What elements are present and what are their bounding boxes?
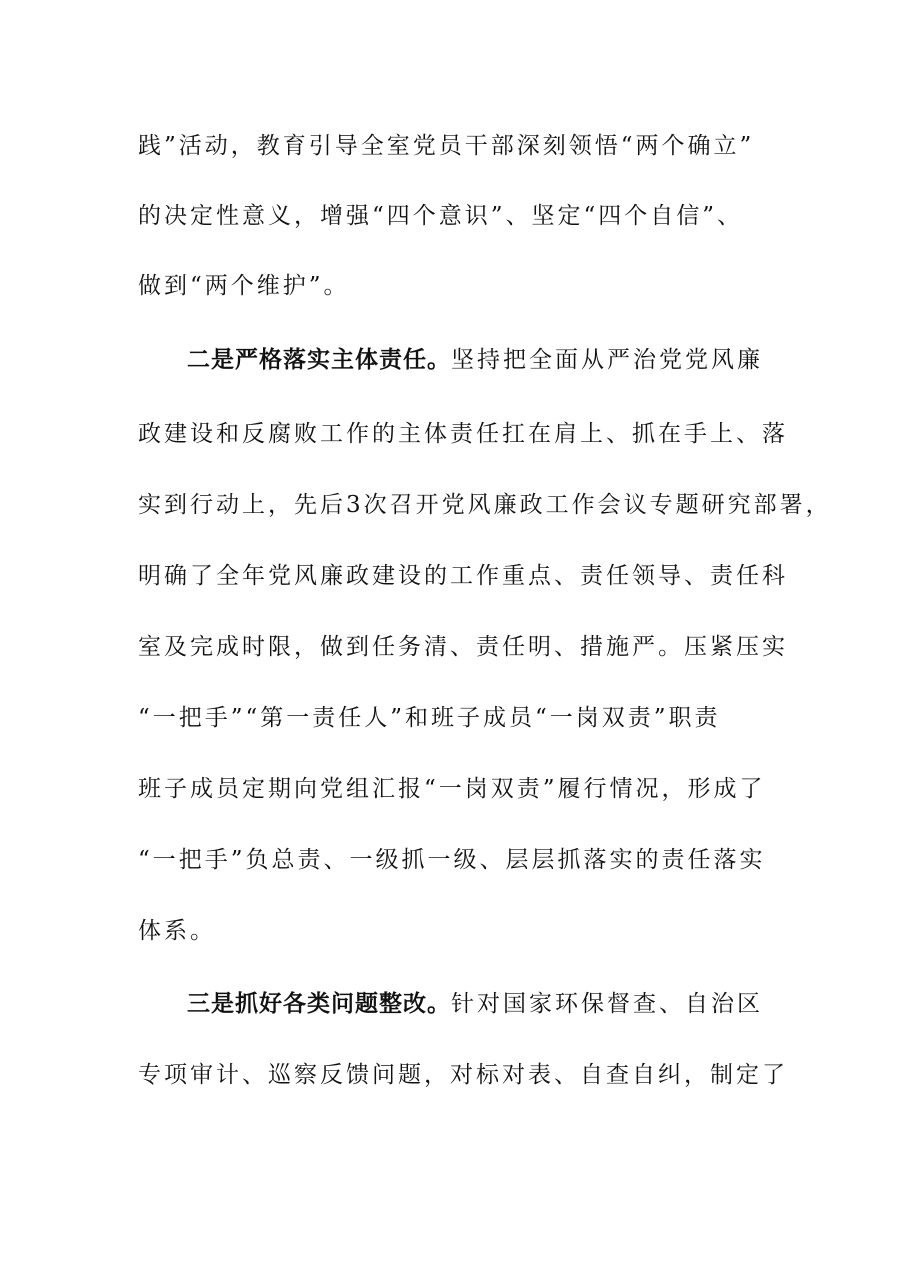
paragraph-line: 的决定性意义，增强“四个意识”、坚定“四个自信”、: [138, 203, 744, 229]
paragraph-line-rest: 坚持把全面从严治党党风廉: [451, 347, 763, 373]
paragraph-line-rest: 针对国家环保督查、自治区: [451, 991, 763, 1017]
paragraph-line: 做到“两个维护”。: [138, 273, 350, 299]
paragraph-line: 班子成员定期向党组汇报“一岗双责”履行情况，形成了: [138, 776, 766, 802]
paragraph-first-line: [187, 340, 787, 380]
paragraph-lead-heading: 二是严格落实主体责任。: [187, 347, 451, 373]
paragraph-line: 专项审计、巡察反馈问题，对标对表、自查自纠，制定了: [138, 1062, 788, 1088]
paragraph-line: 实到行动上，先后3次召开党风廉政工作会议专题研究部署，: [138, 492, 832, 518]
paragraph-line: 室及完成时限，做到任务清、责任明、措施严。压紧压实: [138, 634, 788, 660]
paragraph-line: 体系。: [138, 918, 216, 944]
paragraph-line: “一把手”负总责、一级抓一级、层层抓落实的责任落实: [138, 847, 766, 873]
paragraph-line: 明确了全年党风廉政建设的工作重点、责任领导、责任科: [138, 563, 788, 589]
paragraph-lead-heading: 三是抓好各类问题整改。: [187, 991, 451, 1017]
paragraph-line: 政建设和反腐败工作的主体责任扛在肩上、抓在手上、落: [138, 421, 788, 447]
paragraph-line: “一把手”“第一责任人”和班子成员“一岗双责”职责: [138, 705, 721, 731]
paragraph-line: 践”活动，教育引导全室党员干部深刻领悟“两个确立”: [138, 133, 755, 159]
paragraph-first-line: [187, 984, 787, 1024]
